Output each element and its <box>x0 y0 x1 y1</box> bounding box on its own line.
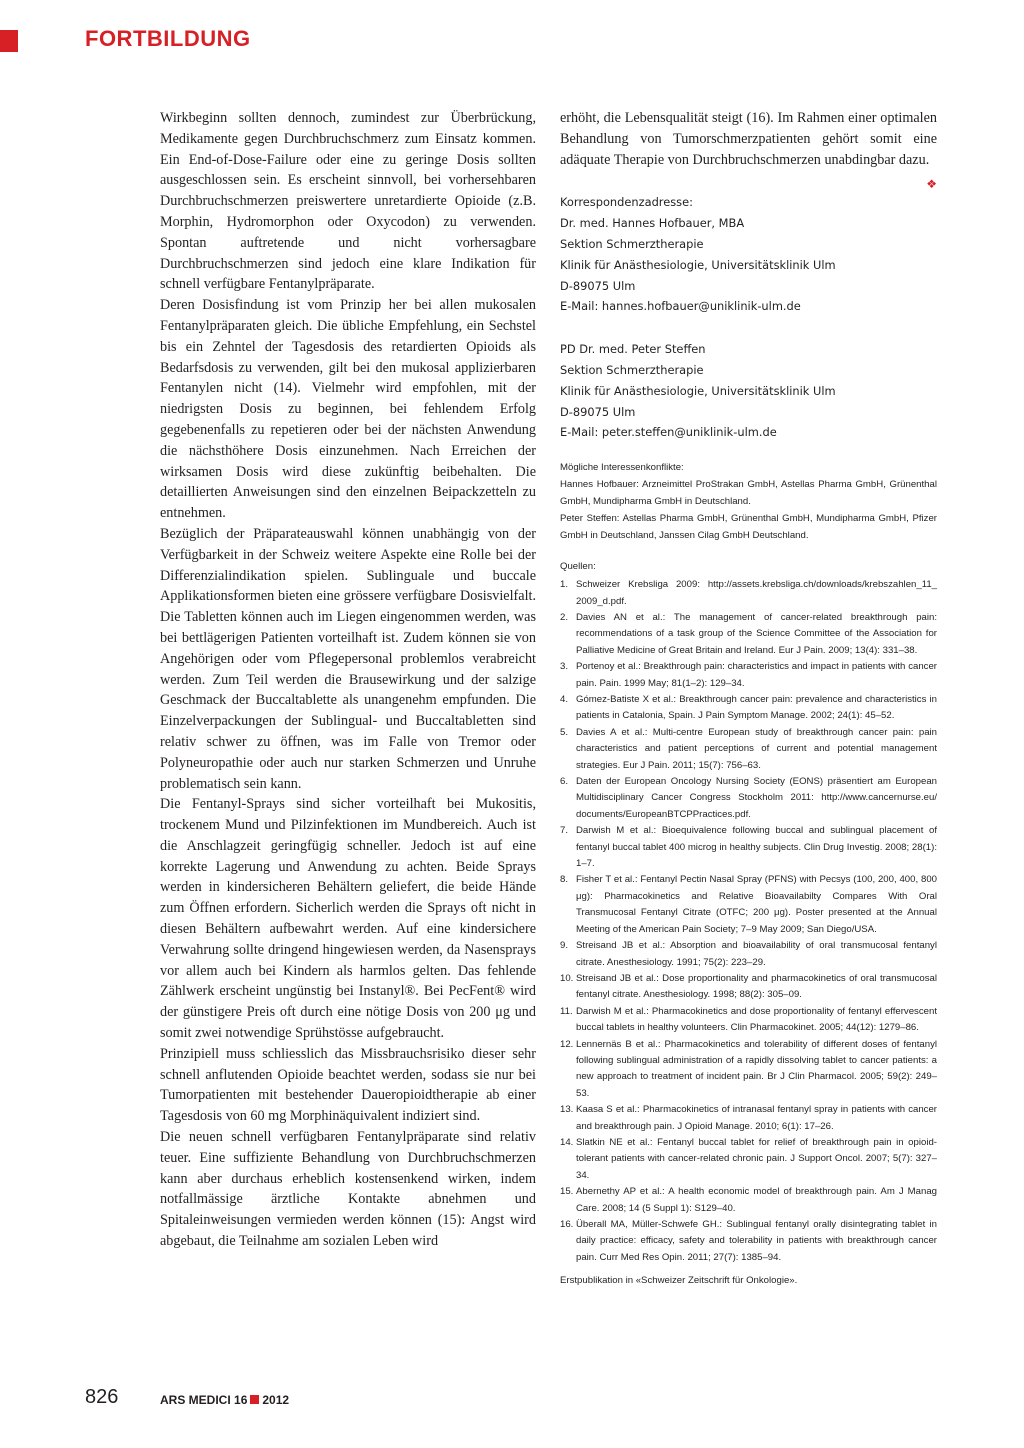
reference-number: 16. <box>560 1219 574 1230</box>
section-color-bar <box>0 30 18 52</box>
contact-email[interactable]: E-Mail: peter.steffen@uniklinik-ulm.de <box>560 425 777 440</box>
left-column <box>160 108 536 1252</box>
reference-number: 13. <box>560 1104 574 1116</box>
footer-magazine <box>160 1393 289 1407</box>
contact-email[interactable]: E-Mail: hannes.hofbauer@uniklinik-ulm.de <box>560 299 801 314</box>
correspondence-block <box>560 192 937 317</box>
conflicts-title: Mögliche Interessenkonflikte: <box>560 462 684 474</box>
reference-text: Daten der European Oncology Nursing Society (EONS) präsentiert am European Multidisciplinary Cancer Congress Stockholm 2011: http://www.cancernurse.eu/ documents/EuropeanBTCPPractices.pdf. <box>576 776 937 820</box>
contact-name: PD Dr. med. Peter Steffen <box>560 342 706 357</box>
reference-item <box>560 823 937 872</box>
reference-item <box>560 577 937 610</box>
contact-city: D-89075 Ulm <box>560 404 636 419</box>
reference-item <box>560 725 937 774</box>
paragraph: Bezüglich der Präparateauswahl können unabhängig von der Verfügbarkeit in der Schweiz weitere Aspekte eine Rolle bei der Differenzialindikation spielen. Sublinguale und buccale Applikationsformen bieten eine grössere verfügbare Dosisvielfalt. Die Tabletten können auch im Liegen eingenommen werden, was bei bettlägerigen Patienten vorteilhaft ist. Zudem können sie von Angehörigen oder vom Pflegepersonal problemlos verabreicht werden. Zum Teil werden die Brausewirkung und der salzige Geschmack der Buccaltablette als unangenehm empfunden. Die Einzelverpackungen der Sublingual- und Buccaltabletten sind relativ schwer zu öffnen, was im Falle von Tremor oder Polyneuropathie oder auch nur starken Schmerzen und Unruhe problematisch sein kann. <box>160 525 536 792</box>
reference-item <box>560 1184 937 1217</box>
reference-item <box>560 938 937 971</box>
contact-dept: Sektion Schmerztherapie <box>560 236 704 251</box>
reference-text: Lennernäs B et al.: Pharmacokinetics and tolerability of different doses of fentanyl following sublingual administration of a rapidly dissolving tablet to cancer patients: a new approach to treatment of incident pain. Br J Clin Pharmacol. 2005; 59(2): 249–53. <box>576 1038 937 1099</box>
reference-text: Streisand JB et al.: Absorption and bioavailability of oral transmucosal fentanyl citrate. Anesthesiology. 1991; 75(2): 223–29. <box>576 940 937 968</box>
reference-text: Kaasa S et al.: Pharmacokinetics of intranasal fentanyl spray in patients with cancer and breakthrough pain. J Opioid Manage. 2010; 6(1): 17–26. <box>576 1104 937 1132</box>
reference-number: 10. <box>560 972 574 984</box>
reference-number: 3. <box>560 661 569 673</box>
reference-item <box>560 659 937 692</box>
first-publication-note: Erstpublikation in «Schweizer Zeitschrift für Onkologie». <box>560 1275 798 1287</box>
year: 2012 <box>262 1393 290 1407</box>
end-of-article-icon: ❖ <box>926 177 937 192</box>
reference-number: 9. <box>560 940 569 952</box>
contact-dept: Sektion Schmerztherapie <box>560 362 704 377</box>
square-separator-icon <box>250 1395 259 1404</box>
correspondence-block-2 <box>560 339 937 443</box>
reference-item <box>560 774 937 823</box>
reference-item <box>560 1217 937 1266</box>
reference-number: 14. <box>560 1136 574 1148</box>
paragraph: Die Fentanyl-Sprays sind sicher vorteilhaft bei Mukositis, trockenem Mund und Pilzinfektionen im Mundbereich. Auch ist die Anschlagzeit geringfügig schneller. Jedoch ist auf eine korrekte Lagerung und Anwendung zu achten. Beide Sprays werden in kindersicheren Behältern geliefert, die beide Hände zum Öffnen erfordern. Sicherlich werden die Sprays oft nicht in diesen Behältern aufbewahrt werden. Auf eine kindersichere Verwahrung sollte dringend hingewiesen werden, da Nasensprays vor allem auch bei Kindern als harmlos gelten. Das fehlende Zählwerk erscheint ungünstig bei Instanyl®. Bei PecFent® wird der günstigere Preis oft durch eine nötige Dosis von 200 μg und somit zwei notwendige Sprühstösse aufgebraucht. <box>160 796 536 1042</box>
reference-text: Abernethy AP et al.: A health economic model of breakthrough pain. Am J Manag Care. 2008; 14 (5 Suppl 1): S129–40. <box>576 1186 937 1214</box>
paragraph: Wirkbeginn sollten dennoch, zumindest zur Überbrückung, Medikamente gegen Durchbruchschmerz zum Einsatz kommen. Ein End-of-Dose-Failure oder eine zu geringe Dosis sollten ausgeschlossen sein. Es erscheint sinnvoll, bei vorhersehbaren Durchbruchschmerzen preiswertere unretardierte Opioide (z.B. Morphin, Hydromorphon oder Oxycodon) zu verwenden. Spontan auftretende und nicht vorhersagbare Durchbruchschmerzen sind jedoch eine klare Indikation für schnell verfügbare Fentanylpräparate. <box>160 110 536 293</box>
reference-number: 7. <box>560 825 569 837</box>
contact-name: Dr. med. Hannes Hofbauer, MBA <box>560 216 745 231</box>
reference-item <box>560 1135 937 1184</box>
conflicts-of-interest <box>560 459 937 544</box>
reference-number: 12. <box>560 1038 574 1050</box>
page-number: 826 <box>85 1386 119 1408</box>
reference-number: 6. <box>560 776 569 788</box>
magazine-name: ARS MEDICI <box>160 1393 231 1407</box>
reference-text: Darwish M et al.: Pharmacokinetics and dose proportionality of fentanyl effervescent buccal tablets in healthy volunteers. Clin Pharmacokinet. 2005; 44(12): 1279–86. <box>576 1005 937 1034</box>
reference-text: Schweizer Krebsliga 2009: http://assets.krebsliga.ch/downloads/krebszahlen_11_ 2009_d.pdf. <box>576 579 937 607</box>
reference-text: Streisand JB et al.: Dose proportionality and pharmacokinetics of oral transmucosal fentanyl citrate. Anesthesiology. 1998; 88(2): 305–09. <box>576 972 937 1001</box>
reference-number: 1. <box>560 579 569 591</box>
paragraph: Die neuen schnell verfügbaren Fentanylpräparate sind relativ teuer. Eine suffiziente Behandlung von Durchbruchschmerzen kann aber durchaus erheblich kostensenkend wirken, indem notfallmässige ärztliche Kontakte abnehmen und Spitaleinweisungen vermieden werden können (15): Angst wird abgebaut, die Teilnahme am sozialen Leben wird <box>160 1129 536 1250</box>
paragraph: Deren Dosisfindung ist vom Prinzip her bei allen mukosalen Fentanylpräparaten gleich. Die übliche Empfehlung, ein Sechstel bis ein Zehntel der Tagesdosis des retardierten Opioids als Bedarfsdosis zu verwenden, gilt bei den mukosal applizierbaren Fentanylen nicht (14). Vielmehr wird empfohlen, mit der niedrigsten Dosis zu beginnen, bei fehlendem Erfolg gegebenenfalls zu repetieren oder bei der nächsten Anwendung die nächsthöhere Dosis einzunehmen. Nach Erreichen der wirksamen Dosis wird diese zukünftig beibehalten. Die detaillierten Anweisungen sind den einzelnen Beipackzetteln zu entnehmen. <box>160 297 536 522</box>
reference-item <box>560 971 937 1004</box>
reference-number: 5. <box>560 726 569 738</box>
reference-item <box>560 1004 937 1037</box>
reference-number: 11. <box>560 1005 573 1017</box>
conflict-entry: Hannes Hofbauer: Arzneimittel ProStrakan GmbH, Astellas Pharma GmbH, Grünenthal GmbH, Mundipharma GmbH in Deutschland. <box>560 479 937 508</box>
reference-number: 2. <box>560 611 569 623</box>
issue-number: 16 <box>234 1393 248 1407</box>
reference-item <box>560 692 937 725</box>
reference-text: Darwish M et al.: Bioequivalence following buccal and sublingual placement of fentanyl buccal tablet 400 microg in healthy subjects. Clin Drug Investig. 2008; 28(1): 1–7. <box>576 825 937 870</box>
contact-clinic: Klinik für Anästhesiologie, Universitätsklinik Ulm <box>560 257 836 272</box>
reference-text: Portenoy et al.: Breakthrough pain: characteristics and impact in patients with cancer pain. Pain. 1999 May; 81(1–2): 129–34. <box>576 661 937 689</box>
paragraph-continuation <box>560 108 937 192</box>
reference-number: 15. <box>560 1186 574 1198</box>
conflict-entry: Peter Steffen: Astellas Pharma GmbH, Grünenthal GmbH, Mundipharma GmbH, Pfizer GmbH in Deutschland, Janssen Cilag GmbH Deutschland. <box>560 513 937 542</box>
reference-item <box>560 1037 937 1103</box>
reference-item <box>560 1102 937 1135</box>
reference-text: Überall MA, Müller-Schwefe GH.: Sublingual fentanyl orally disintegrating tablet in daily practice: efficacy, safety and tolerability in patients with breakthrough cancer pain. Curr Med Res Opin. 2011; 27(7): 1385–94. <box>576 1219 937 1263</box>
reference-item <box>560 872 937 938</box>
reference-number: 4. <box>560 694 569 705</box>
reference-number: 8. <box>560 874 569 886</box>
reference-text: Davies AN et al.: The management of cancer-related breakthrough pain: recommendations of a task group of the Science Committee of the Association for Palliative Medicine of Great Britain and Ireland. Eur J Pain. 2009; 13(4): 331–38. <box>576 611 937 656</box>
section-title: FORTBILDUNG <box>85 26 251 51</box>
reference-text: Fisher T et al.: Fentanyl Pectin Nasal Spray (PFNS) with Pecsys (100, 200, 400, 800 μg): Pharmacokinetics and Relative Bioavailabilty Compares With Oral Transmucosal Fentanyl Citrate (OTFC; 200 μg). Poster presented at the Annual Meeting of the American Pain Society; 7–9 May 2009; San Diego/USA. <box>576 874 937 935</box>
contact-city: D-89075 Ulm <box>560 278 636 293</box>
correspondence-label: Korrespondenzadresse: <box>560 195 693 210</box>
reference-text: Davies A et al.: Multi-centre European study of breakthrough cancer pain: pain characteristics and patient perceptions of current and potential management strategies. Eur J Pain. 2011; 15(7): 756–63. <box>576 726 937 771</box>
contact-clinic: Klinik für Anästhesiologie, Universitätsklinik Ulm <box>560 383 836 398</box>
continuation-text: erhöht, die Lebensqualität steigt (16). Im Rahmen einer optimalen Behandlung von Tumorschmerzpatienten gehört somit eine adäquate Therapie von Durchbruchschmerzen unabdingbar dazu. <box>560 110 937 168</box>
right-column <box>560 108 937 1289</box>
references-title: Quellen: <box>560 561 596 573</box>
paragraph: Prinzipiell muss schliesslich das Missbrauchsrisiko dieser sehr schnell anflutenden Opioide beachtet werden, sodass sie nur bei Tumorpatienten mit bestehender Daueropioidtherapie ab einer Tagesdosis von 60 mg Morphinäquivalent indiziert sind. <box>160 1045 536 1125</box>
reference-item <box>560 610 937 659</box>
references-list <box>560 577 937 1266</box>
reference-text: Slatkin NE et al.: Fentanyl buccal tablet for relief of breakthrough pain in opioid-tolerant patients with cancer-related chronic pain. J Support Oncol. 2007; 5(7): 327–34. <box>576 1136 937 1181</box>
reference-text: Gómez-Batiste X et al.: Breakthrough cancer pain: prevalence and characteristics in patients in Catalonia, Spain. J Pain Symptom Manage. 2002; 24(1): 45–52. <box>576 694 937 722</box>
